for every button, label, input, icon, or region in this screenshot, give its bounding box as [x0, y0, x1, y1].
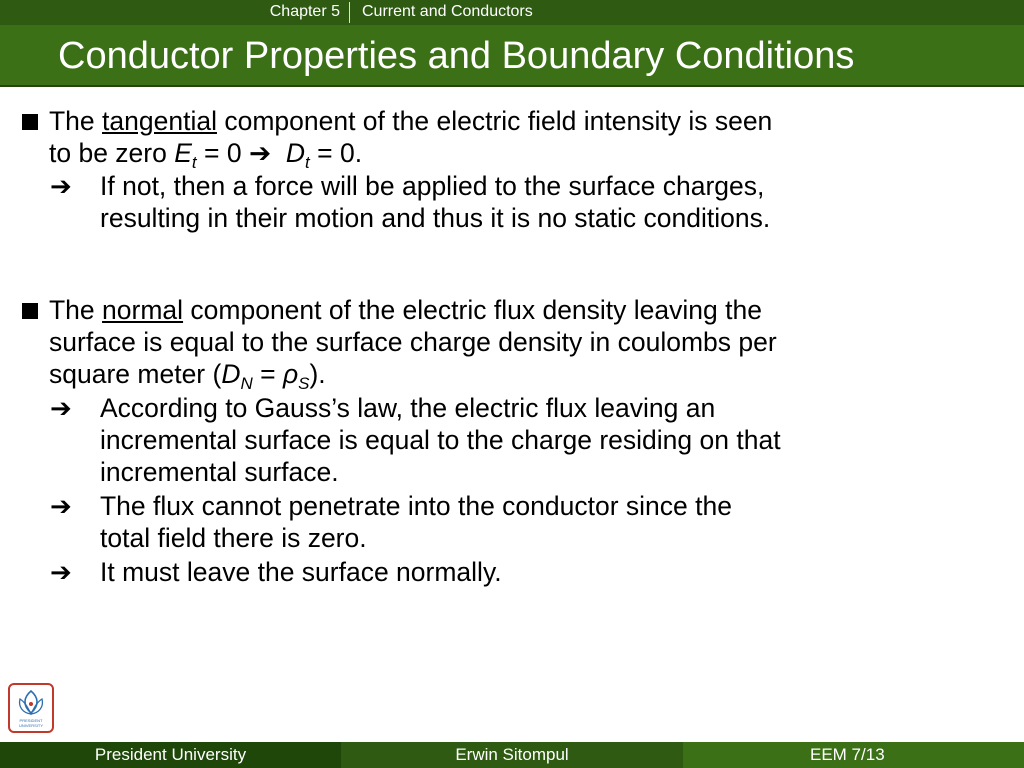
arrow-bullet-icon: ➔ — [50, 171, 72, 201]
square-bullet-icon — [22, 303, 38, 319]
top-navigation-bar — [0, 0, 1024, 25]
logo-text-line: PRESIDENT — [19, 718, 43, 723]
bullet-line: surface is equal to the surface charge density in coulombs per — [49, 327, 777, 357]
bullet-line: square meter $(D_N = \rho_S)$. — [49, 359, 326, 393]
footer-author: Erwin Sitompul — [341, 742, 683, 768]
bullet-text — [49, 105, 1019, 179]
chapter-label[interactable]: Chapter 5 — [269, 3, 340, 20]
implies-arrow-icon: ➔ — [248, 138, 272, 168]
bullet-text — [49, 294, 1019, 400]
bullet-line: The tangential component of the electric field intensity is seen — [49, 106, 773, 136]
slide-title: Conductor Properties and Boundary Conditions — [58, 35, 855, 77]
sub-bullet-text: If not, then a force will be applied to the surface charges, resulting in their motion and thus it is no static conditions. — [100, 171, 771, 233]
footer-course-page: EEM 7/13 — [683, 742, 1024, 768]
sub-bullet-text: The flux cannot penetrate into the conductor since the total field there is zero. — [100, 491, 732, 553]
arrow-bullet-icon: ➔ — [50, 393, 72, 423]
footer-bar — [0, 742, 1024, 768]
university-logo-icon — [8, 683, 54, 733]
arrow-bullet-icon: ➔ — [50, 491, 72, 521]
sub-bullet-text: It must leave the surface normally. — [100, 557, 502, 587]
logo-text-line: UNIVERSITY — [18, 723, 44, 728]
header-separator — [349, 2, 350, 23]
topic-label[interactable]: Current and Conductors — [362, 3, 533, 20]
title-underline-rule — [0, 85, 1024, 87]
title-band — [0, 25, 1024, 87]
keyword-tangential: tangential — [102, 106, 217, 136]
sub-bullet-text: According to Gauss’s law, the electric flux leaving an incremental surface is equal to the charge residing on that incremental surface. — [100, 393, 781, 487]
arrow-bullet-icon: ➔ — [50, 557, 72, 587]
footer-institution: President University — [0, 742, 341, 768]
bullet-line: to be zero $E_t = 0$ ➔ $D_t = 0$. — [49, 138, 363, 172]
bullet-line: The normal component of the electric flux density leaving the — [49, 295, 762, 325]
square-bullet-icon — [22, 114, 38, 130]
keyword-normal: normal — [102, 295, 184, 325]
